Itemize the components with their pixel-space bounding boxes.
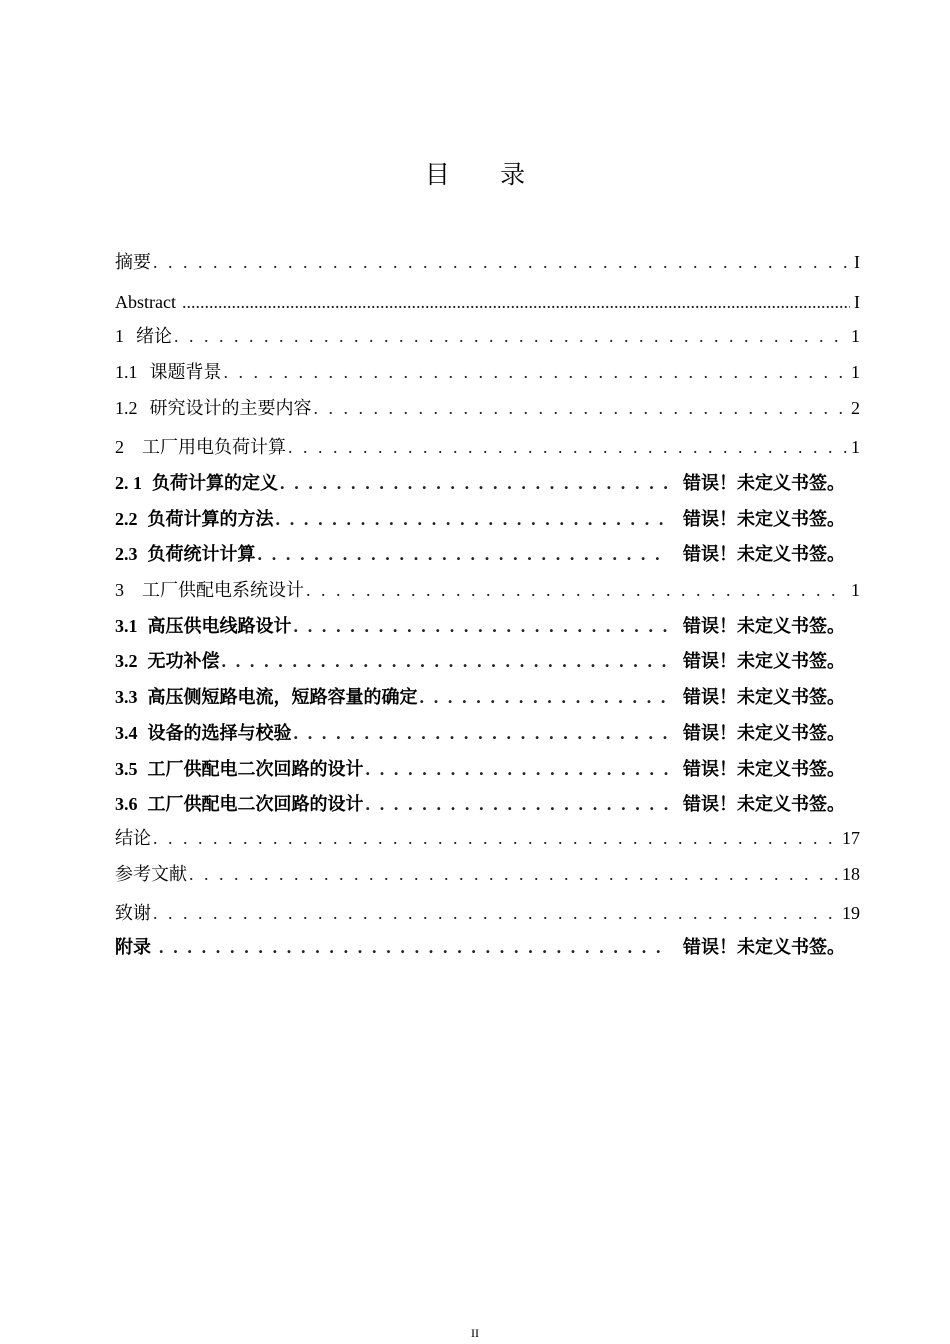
toc-leader-dots bbox=[153, 900, 838, 926]
toc-entry-number: 1.1 bbox=[115, 362, 138, 382]
toc-entry-number: 3.5 bbox=[115, 759, 138, 779]
toc-entry-page: 错误！未定义书签。 bbox=[683, 937, 845, 957]
toc-entry-text: 负荷计算的定义 bbox=[152, 473, 278, 493]
toc-entry-text: Abstract bbox=[115, 292, 176, 312]
toc-leader-dots bbox=[153, 249, 850, 275]
toc-entry-page: 错误！未定义书签。 bbox=[683, 509, 845, 529]
toc-leader-dots bbox=[276, 506, 670, 532]
toc-entry-number: 1.2 bbox=[115, 398, 138, 418]
toc-entry-appendix[interactable] bbox=[115, 934, 845, 960]
toc-leader-dots bbox=[294, 720, 670, 746]
toc-entry-page: 17 bbox=[842, 828, 860, 848]
toc-entry-page: 错误！未定义书签。 bbox=[683, 473, 845, 493]
toc-entry-page: 错误！未定义书签。 bbox=[683, 616, 845, 636]
page-number: II bbox=[471, 1326, 479, 1340]
toc-entry-3-4[interactable] bbox=[115, 720, 845, 746]
toc-entry-number: 2 bbox=[115, 437, 124, 457]
toc-entry-number: 3.1 bbox=[115, 616, 138, 636]
toc-entry-conclusion[interactable] bbox=[115, 825, 860, 851]
toc-entry-text: 附录 bbox=[115, 937, 151, 957]
toc-entry-text: 设备的选择与校验 bbox=[147, 723, 292, 743]
toc-entry-text: 研究设计的主要内容 bbox=[149, 398, 312, 418]
toc-entry-page: I bbox=[854, 252, 860, 272]
toc-entry-acknowledgements[interactable] bbox=[115, 900, 860, 926]
toc-leader-dots bbox=[224, 359, 848, 385]
toc-entry-page: 2 bbox=[851, 398, 860, 418]
toc-entry-text: 课题背景 bbox=[149, 362, 222, 382]
toc-entry-references[interactable] bbox=[115, 861, 860, 887]
toc-leader-dots bbox=[288, 434, 847, 460]
toc-leader-dots bbox=[189, 861, 838, 887]
toc-entry-1-1[interactable] bbox=[115, 359, 860, 385]
toc-entry-page: 1 bbox=[851, 437, 860, 457]
toc-entry-text: 高压侧短路电流，短路容量的确定 bbox=[147, 687, 418, 707]
toc-entry-number: 1 bbox=[115, 326, 124, 346]
toc-entry-page: 18 bbox=[842, 864, 860, 884]
toc-entry-text: 工厂供配电二次回路的设计 bbox=[147, 759, 364, 779]
toc-leader-dots bbox=[174, 323, 847, 349]
toc-entry-text: 工厂供配电系统设计 bbox=[142, 580, 304, 600]
toc-entry-number: 3.6 bbox=[115, 794, 138, 814]
toc-entry-text: 负荷计算的方法 bbox=[147, 509, 274, 529]
toc-entry-text: 无功补偿 bbox=[147, 651, 220, 671]
toc-entry-text: 结论 bbox=[115, 828, 151, 848]
page-title: 目 录 bbox=[424, 162, 548, 189]
toc-entry-2-2[interactable] bbox=[115, 506, 845, 532]
toc-leader-dots bbox=[182, 289, 850, 315]
toc-entry-page: 1 bbox=[851, 362, 860, 382]
toc-entry-number: 3.3 bbox=[115, 687, 138, 707]
toc-entry-text: 绪论 bbox=[136, 326, 172, 346]
toc-entry-number: 2.2 bbox=[115, 509, 138, 529]
toc-entry-number: 2.3 bbox=[115, 544, 138, 564]
toc-entry-number: 2. 1 bbox=[115, 473, 142, 493]
toc-entry-3-2[interactable] bbox=[115, 648, 845, 674]
toc-entry-page: 错误！未定义书签。 bbox=[683, 794, 845, 814]
toc-entry-3-6[interactable] bbox=[115, 791, 845, 817]
toc-entry-abstract-cn[interactable] bbox=[115, 249, 860, 275]
toc-leader-dots bbox=[314, 395, 848, 421]
toc-entry-2-1[interactable] bbox=[115, 470, 845, 496]
toc-entry-text: 致谢 bbox=[115, 903, 151, 923]
toc-entry-page: 1 bbox=[851, 326, 860, 346]
toc-entry-text: 工厂供配电二次回路的设计 bbox=[147, 794, 364, 814]
toc-entry-number: 3.4 bbox=[115, 723, 138, 743]
toc-entry-chapter-3[interactable] bbox=[115, 577, 860, 603]
toc-leader-dots bbox=[258, 541, 670, 567]
toc-entry-page: 错误！未定义书签。 bbox=[683, 687, 845, 707]
toc-leader-dots bbox=[366, 791, 670, 817]
toc-entry-page: I bbox=[854, 292, 860, 312]
toc-entry-page: 错误！未定义书签。 bbox=[683, 651, 845, 671]
toc-entry-page: 错误！未定义书签。 bbox=[683, 723, 845, 743]
toc-entry-text: 负荷统计计算 bbox=[147, 544, 256, 564]
toc-entry-2-3[interactable] bbox=[115, 541, 845, 567]
toc-entry-page: 1 bbox=[851, 580, 860, 600]
toc-entry-3-1[interactable] bbox=[115, 613, 845, 639]
toc-leader-dots bbox=[306, 577, 847, 603]
toc-entry-page: 19 bbox=[842, 903, 860, 923]
toc-entry-3-5[interactable] bbox=[115, 756, 845, 782]
toc-entry-abstract-en[interactable] bbox=[115, 289, 860, 315]
toc-entry-1-2[interactable] bbox=[115, 395, 860, 421]
toc-entry-3-3[interactable] bbox=[115, 684, 845, 710]
toc-entry-number: 3 bbox=[115, 580, 124, 600]
toc-entry-text: 工厂用电负荷计算 bbox=[142, 437, 286, 457]
toc-entry-number: 3.2 bbox=[115, 651, 138, 671]
toc-leader-dots bbox=[280, 470, 669, 496]
toc-leader-dots bbox=[159, 934, 669, 960]
toc-entry-text: 摘要 bbox=[115, 252, 151, 272]
toc-entry-page: 错误！未定义书签。 bbox=[683, 759, 845, 779]
toc-leader-dots bbox=[153, 825, 838, 851]
toc-entry-text: 高压供电线路设计 bbox=[147, 616, 292, 636]
toc-entry-chapter-2[interactable] bbox=[115, 434, 860, 460]
toc-entry-page: 错误！未定义书签。 bbox=[683, 544, 845, 564]
toc-leader-dots bbox=[294, 613, 670, 639]
toc-leader-dots bbox=[366, 756, 670, 782]
toc-entry-chapter-1[interactable] bbox=[115, 323, 860, 349]
toc-leader-dots bbox=[222, 648, 670, 674]
toc-leader-dots bbox=[420, 684, 670, 710]
toc-entry-text: 参考文献 bbox=[115, 864, 187, 884]
